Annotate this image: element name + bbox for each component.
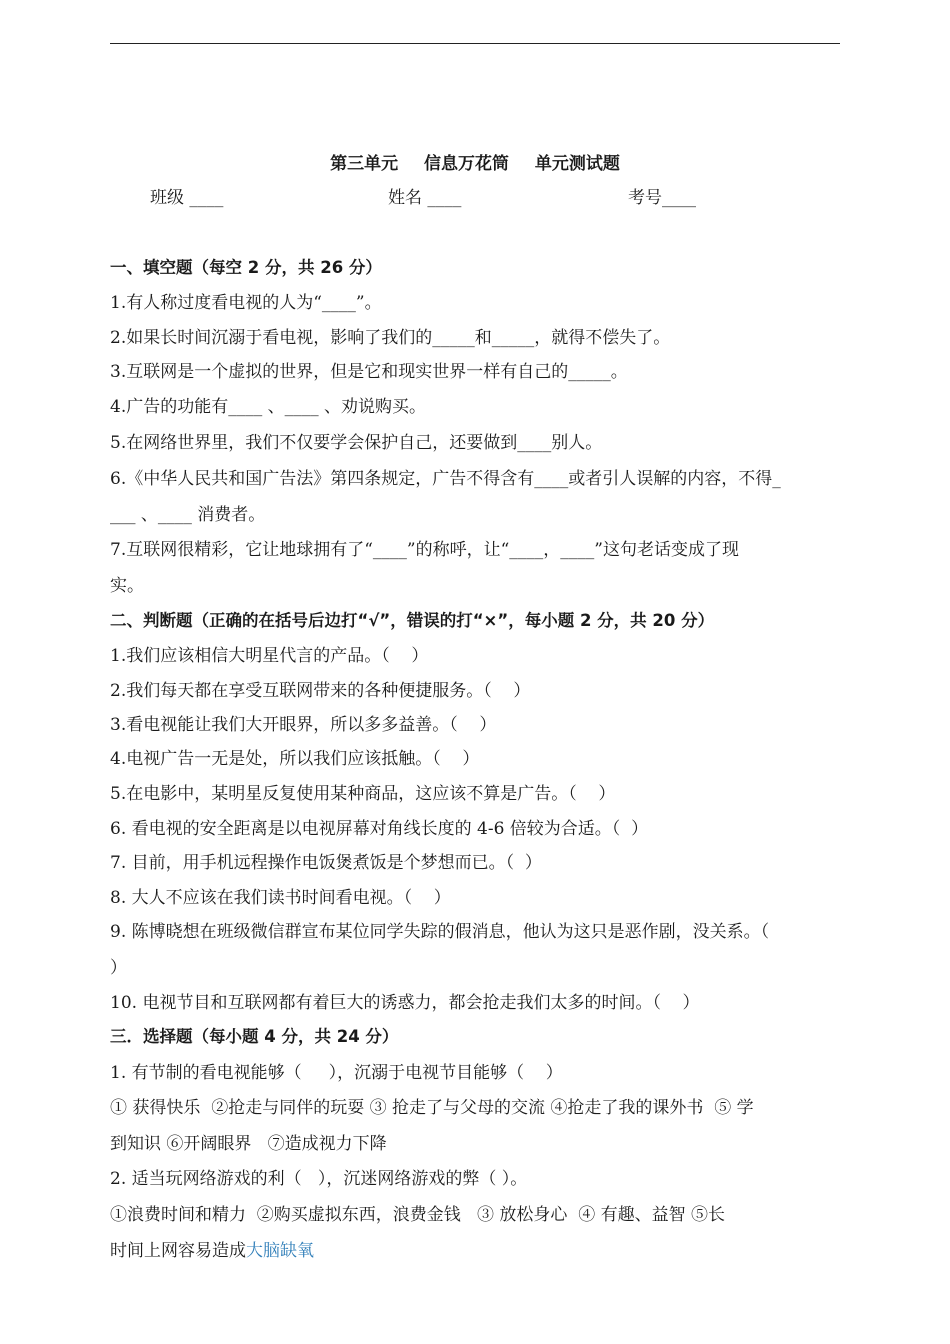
judge-question: 3.看电视能让我们大开眼界，所以多多益善。（ ） <box>110 715 497 735</box>
judge-question: 8. 大人不应该在我们读书时间看电视。（ ） <box>110 888 451 908</box>
fill-question: 2.如果长时间沉溺于看电视，影响了我们的_____和_____，就得不偿失了。 <box>110 328 671 348</box>
fill-question: 3.互联网是一个虚拟的世界，但是它和现实世界一样有自己的_____。 <box>110 362 628 382</box>
title-topic: 信息万花筒 <box>424 154 509 174</box>
judge-question-cont: ） <box>110 958 127 978</box>
number-field[interactable]: 考号____ <box>628 188 696 208</box>
title-test: 单元测试题 <box>534 154 620 174</box>
judge-question: 9. 陈博晓想在班级微信群宣布某位同学失踪的假消息，他认为这只是恶作剧，没关系。（ <box>110 922 770 942</box>
choice-question: 1. 有节制的看电视能够（ ），沉溺于电视节目能够（ ） <box>110 1063 563 1083</box>
choice-options: ① 获得快乐 ②抢走与同伴的玩耍 ③ 抢走了与父母的交流 ④抢走了我的课外书 ⑤ 学 <box>110 1098 754 1118</box>
choice-options: ①浪费时间和精力 ②购买虚拟东西，浪费金钱 ③ 放松身心 ④ 有趣、益智 ⑤长 <box>110 1205 726 1225</box>
fill-question: 7.互联网很精彩，它让地球拥有了“____”的称呼，让“____，____”这句老话变成了现 <box>110 540 739 560</box>
fill-question-cont: ___ 、____ 消费者。 <box>110 505 266 525</box>
choice-options-cont <box>110 1236 845 1261</box>
header-rule <box>110 43 840 44</box>
fill-question: 1.有人称过度看电视的人为“____”。 <box>110 293 382 313</box>
fill-question: 6.《中华人民共和国广告法》第四条规定，广告不得含有____或者引人误解的内容，不得_ <box>110 469 781 489</box>
judge-question: 5.在电影中，某明星反复使用某种商品，这应该不算是广告。（ ） <box>110 784 616 804</box>
fill-heading: 一、填空题（每空 2 分，共 26 分） <box>110 258 382 277</box>
judge-question: 10. 电视节目和互联网都有着巨大的诱惑力，都会抢走我们太多的时间。（ ） <box>110 993 700 1013</box>
judge-question: 6. 看电视的安全距离是以电视屏幕对角线长度的 4-6 倍较为合适。（ ） <box>110 819 649 839</box>
judge-question: 7. 目前，用手机远程操作电饭煲煮饭是个梦想而已。（ ） <box>110 853 542 873</box>
class-field[interactable]: 班级 ____ <box>150 188 224 208</box>
choice-text: 时间上网容易造成 <box>110 1241 246 1261</box>
choice-options-cont: 到知识 ⑥开阔眼界 ⑦造成视力下降 <box>110 1134 387 1154</box>
judge-question: 1.我们应该相信大明星代言的产品。（ ） <box>110 646 429 666</box>
name-field[interactable]: 姓名 ____ <box>388 188 462 208</box>
fill-question: 5.在网络世界里，我们不仅要学会保护自己，还要做到____别人。 <box>110 433 603 453</box>
fill-question: 4.广告的功能有____ 、____ 、劝说购买。 <box>110 397 427 417</box>
judge-question: 4.电视广告一无是处，所以我们应该抵触。（ ） <box>110 749 480 769</box>
title-unit: 第三单元 <box>330 154 399 174</box>
choice-heading: 三．选择题（每小题 4 分，共 24 分） <box>110 1027 399 1046</box>
judge-question: 2.我们每天都在享受互联网带来的各种便捷服务。（ ） <box>110 681 531 701</box>
judge-heading: 二、判断题（正确的在括号后边打“√”，错误的打“×”，每小题 2 分，共 20 分） <box>110 611 715 630</box>
hyperlink[interactable]: 大脑缺氧 <box>246 1241 314 1261</box>
choice-question: 2. 适当玩网络游戏的利（ ），沉迷网络游戏的弊（ ）。 <box>110 1169 528 1189</box>
fill-question-cont: 实。 <box>110 576 144 596</box>
page-title <box>0 149 950 174</box>
